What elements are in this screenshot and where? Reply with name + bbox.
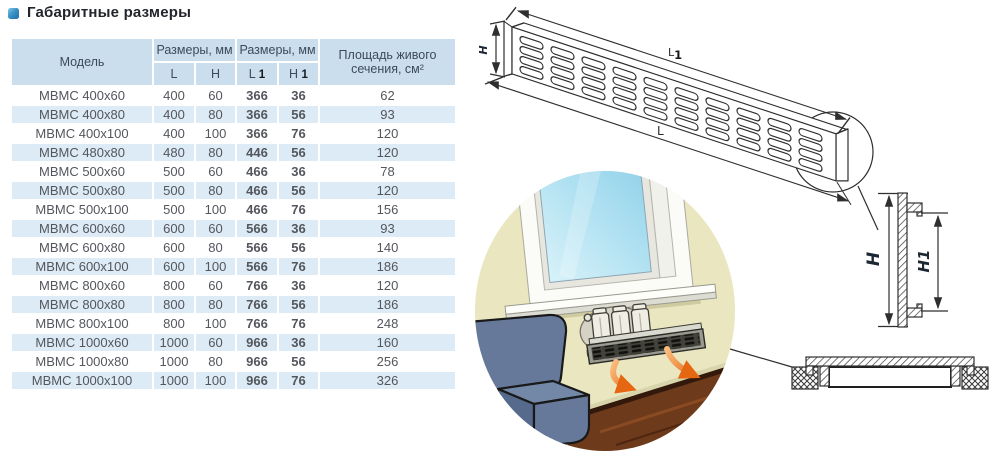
cell-l1: 566 (236, 219, 278, 238)
cell-l: 800 (153, 295, 195, 314)
cell-l1: 766 (236, 314, 278, 333)
dimensions-table (10, 37, 457, 391)
cell-area: 248 (319, 314, 456, 333)
cell-model: МВМС 480x80 (11, 143, 153, 162)
cell-area: 186 (319, 295, 456, 314)
header-area: Площадь живого сечения, см² (319, 38, 456, 86)
cell-area: 186 (319, 257, 456, 276)
cell-model: МВМС 600x100 (11, 257, 153, 276)
cross-section-drawing (730, 349, 988, 389)
header-dims-lh: Размеры, мм (153, 38, 236, 62)
cell-h1: 36 (278, 162, 319, 181)
table-row (11, 219, 456, 238)
cell-h1: 36 (278, 219, 319, 238)
table-row (11, 333, 456, 352)
cell-l: 400 (153, 124, 195, 143)
header-col-h: H (195, 62, 236, 86)
cell-model: МВМС 800x100 (11, 314, 153, 333)
label-l1: L1 (668, 46, 683, 62)
cell-l: 600 (153, 238, 195, 257)
cell-h: 60 (195, 86, 236, 105)
table-row (11, 295, 456, 314)
leader-to-profile (858, 186, 878, 230)
cell-area: 120 (319, 124, 456, 143)
header-col-h1: H 1 (278, 62, 319, 86)
cell-h: 60 (195, 276, 236, 295)
label-h1: H1 (915, 249, 933, 273)
cell-l1: 966 (236, 371, 278, 390)
cell-h1: 56 (278, 105, 319, 124)
cell-area: 140 (319, 238, 456, 257)
table-row (11, 105, 456, 124)
cell-area: 93 (319, 105, 456, 124)
cell-l1: 366 (236, 86, 278, 105)
cell-h1: 36 (278, 86, 319, 105)
cell-area: 120 (319, 276, 456, 295)
cell-l1: 446 (236, 143, 278, 162)
table-row (11, 143, 456, 162)
cell-model: МВМС 500x100 (11, 200, 153, 219)
cell-model: МВМС 400x100 (11, 124, 153, 143)
profile-drawing (864, 193, 948, 327)
cell-l1: 466 (236, 181, 278, 200)
cell-l1: 966 (236, 333, 278, 352)
cell-h: 80 (195, 143, 236, 162)
cell-model: МВМС 1000x80 (11, 352, 153, 371)
cell-area: 78 (319, 162, 456, 181)
cell-h: 80 (195, 238, 236, 257)
cell-l: 400 (153, 86, 195, 105)
cell-l: 800 (153, 276, 195, 295)
cell-model: МВМС 400x60 (11, 86, 153, 105)
window (512, 120, 693, 307)
installation-illustration (468, 120, 760, 464)
cell-l1: 966 (236, 352, 278, 371)
table-row (11, 314, 456, 333)
cell-l: 400 (153, 105, 195, 124)
cell-model: МВМС 800x80 (11, 295, 153, 314)
header-model: Модель (11, 38, 153, 86)
cell-h: 100 (195, 124, 236, 143)
cell-l: 600 (153, 219, 195, 238)
table-row (11, 86, 456, 105)
cell-area: 326 (319, 371, 456, 390)
cell-h: 80 (195, 295, 236, 314)
cell-area: 93 (319, 219, 456, 238)
cell-l: 800 (153, 314, 195, 333)
cell-l: 1000 (153, 352, 195, 371)
table-row (11, 238, 456, 257)
table-row (11, 200, 456, 219)
table-row (11, 276, 456, 295)
table-row (11, 371, 456, 390)
cell-model: МВМС 1000x60 (11, 333, 153, 352)
cell-l: 1000 (153, 333, 195, 352)
cell-l: 480 (153, 143, 195, 162)
cell-area: 156 (319, 200, 456, 219)
section-bullet-icon (8, 8, 19, 19)
page-title: Габаритные размеры (27, 4, 192, 21)
cell-model: МВМС 1000x100 (11, 371, 153, 390)
technical-drawings (460, 0, 1001, 464)
cell-l1: 366 (236, 105, 278, 124)
header-col-l: L (153, 62, 195, 86)
window-glass (537, 146, 652, 282)
cell-h: 100 (195, 257, 236, 276)
cell-h: 80 (195, 105, 236, 124)
cell-h: 100 (195, 200, 236, 219)
cell-model: МВМС 800x60 (11, 276, 153, 295)
table-row (11, 124, 456, 143)
cell-l1: 566 (236, 257, 278, 276)
cell-l1: 766 (236, 276, 278, 295)
cell-l: 600 (153, 257, 195, 276)
cell-l1: 566 (236, 238, 278, 257)
cell-h: 60 (195, 219, 236, 238)
cell-l: 500 (153, 200, 195, 219)
cell-l: 500 (153, 181, 195, 200)
cell-h: 100 (195, 371, 236, 390)
cell-area: 120 (319, 181, 456, 200)
cell-area: 160 (319, 333, 456, 352)
header-col-l1: L 1 (236, 62, 278, 86)
cell-model: МВМС 600x60 (11, 219, 153, 238)
section-header (8, 4, 191, 21)
cell-h: 80 (195, 181, 236, 200)
cell-h1: 76 (278, 314, 319, 333)
label-h-iso: H (477, 45, 490, 55)
cell-h1: 36 (278, 276, 319, 295)
cell-h: 100 (195, 314, 236, 333)
cell-h1: 76 (278, 257, 319, 276)
cell-h1: 56 (278, 238, 319, 257)
cell-h1: 36 (278, 333, 319, 352)
cell-h: 80 (195, 352, 236, 371)
cell-h: 60 (195, 162, 236, 181)
cell-h1: 56 (278, 181, 319, 200)
cell-l1: 366 (236, 124, 278, 143)
cell-l1: 466 (236, 162, 278, 181)
cell-h1: 76 (278, 124, 319, 143)
table-row (11, 162, 456, 181)
cell-l: 1000 (153, 371, 195, 390)
cell-l: 500 (153, 162, 195, 181)
header-dims-l1h1: Размеры, мм (236, 38, 319, 62)
cell-area: 62 (319, 86, 456, 105)
cell-h1: 76 (278, 371, 319, 390)
cell-h1: 56 (278, 352, 319, 371)
cell-model: МВМС 500x80 (11, 181, 153, 200)
label-l: L (657, 124, 664, 138)
cell-model: МВМС 400x80 (11, 105, 153, 124)
cell-l1: 466 (236, 200, 278, 219)
cell-area: 256 (319, 352, 456, 371)
label-h: H (864, 251, 884, 267)
table-row (11, 257, 456, 276)
table-row (11, 181, 456, 200)
cell-model: МВМС 500x60 (11, 162, 153, 181)
cell-area: 120 (319, 143, 456, 162)
cell-model: МВМС 600x80 (11, 238, 153, 257)
leader-to-section (730, 349, 792, 367)
cell-h: 60 (195, 333, 236, 352)
cell-h1: 56 (278, 143, 319, 162)
cell-h1: 76 (278, 200, 319, 219)
cell-h1: 56 (278, 295, 319, 314)
table-row (11, 352, 456, 371)
cell-l1: 766 (236, 295, 278, 314)
